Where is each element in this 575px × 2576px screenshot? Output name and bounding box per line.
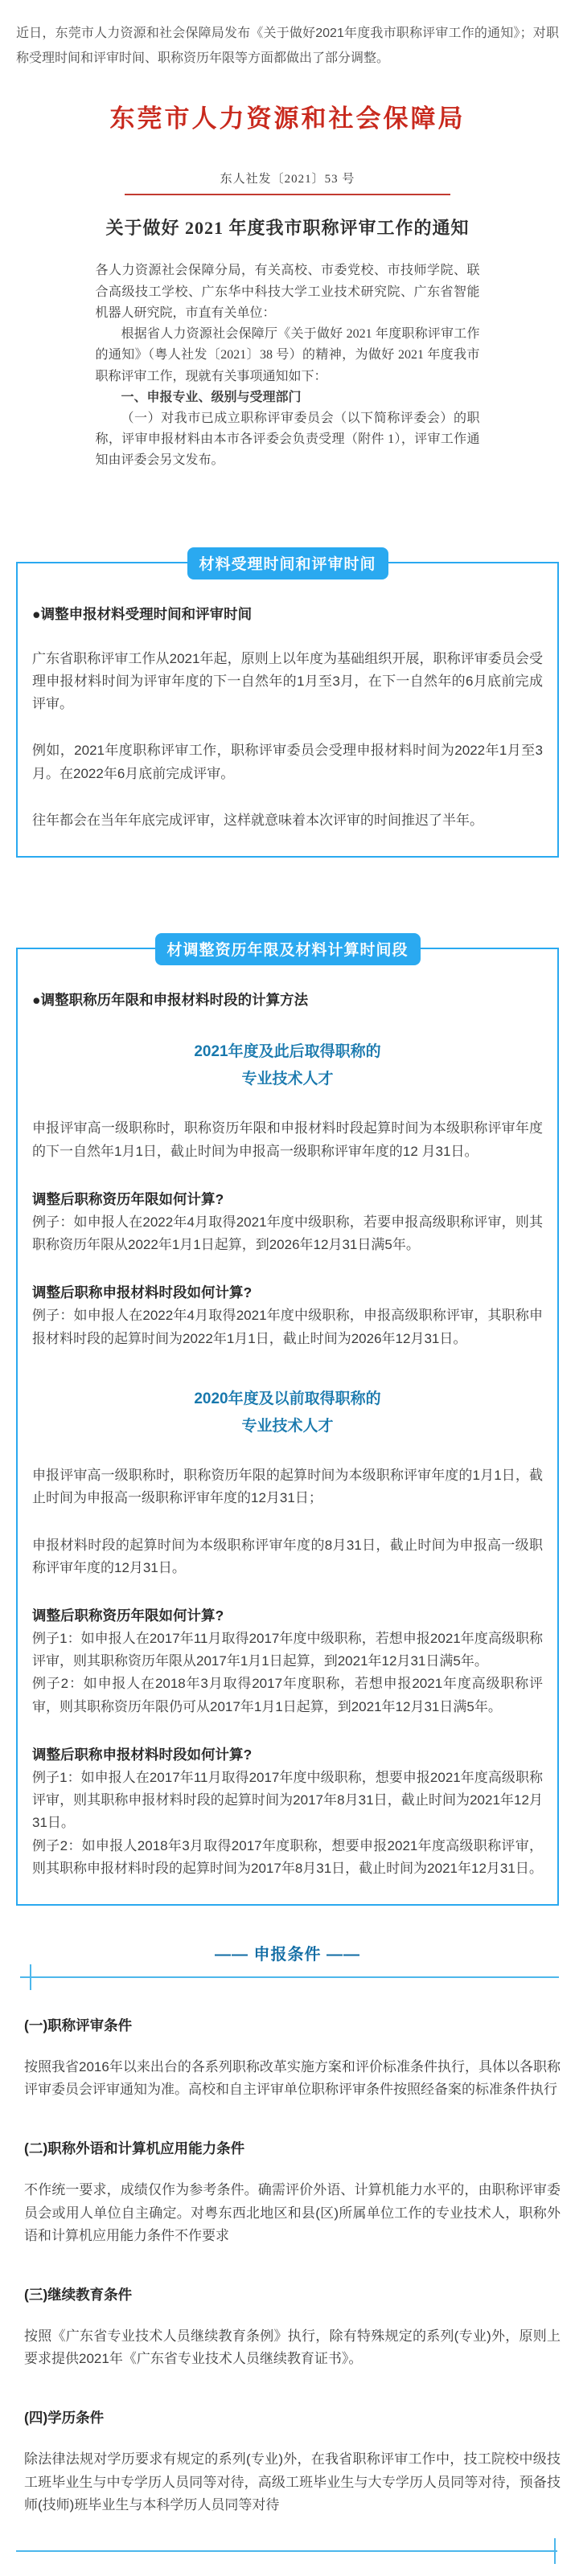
conditions-heading: —— 申报条件 —— (214, 1945, 361, 1964)
condition-title: (四)学历条件 (24, 2410, 105, 2427)
divider-bottom (16, 2550, 557, 2552)
doc-paragraph: （一）对我市已成立职称评审委员会（以下简称评委会）的职称，评审申报材料由本市各评委会负责受理（附件 1），评审工作通知由评委会另文发布。 (95, 412, 480, 468)
paragraph: 往年都会在当年年底完成评审，这样就意味着本次评审的时间推迟了半年。 (32, 812, 483, 828)
doc-number: 东人社发〔2021〕53 号 (220, 173, 355, 186)
paragraph: 广东省职称评审工作从2021年起，原则上以年度为基础组织开展，职称评审委员会受理申报材料时间为评审年度的下一自然年的1月至3月，在下一自然年的6月底前完成评审。 (32, 650, 543, 712)
subheading-2021 (32, 1038, 543, 1093)
section-conditions (0, 1941, 575, 2552)
qa-question: 调整后职称申报材料时段如何计算? (32, 1746, 253, 1763)
notice-title: 关于做好 2021 年度我市职称评审工作的通知 (105, 218, 470, 239)
divider-top (20, 1976, 559, 1978)
condition-title: (三)继续教育条件 (24, 2287, 133, 2304)
paragraph: 申报评审高一级职称时，职称资历年限的起算时间为本级职称评审年度的1月1日，截止时间为申报高一级职称评审年度的12月31日； (32, 1468, 543, 1506)
agency-title: 东莞市人力资源和社会保障局 (109, 104, 466, 133)
qa-answer: 例子1：如申报人在2017年11月取得2017年度中级职称，想要申报2021年度高级职称评审，则其职称申报材料时段的起算时间为2017年8月31日，截止时间为2021年12月31日。 (32, 1769, 543, 1831)
paragraph: 申报材料时段的起算时间为本级职称评审年度的8月31日，截止时间为申报高一级职称评审年度的12月31日。 (32, 1537, 543, 1575)
qa-question: 调整后职称申报材料时段如何计算? (32, 1284, 253, 1301)
qa-answer: 例子：如申报人在2022年4月取得2021年度中级职称，申报高级职称评审，其职称申报材料时段的起算时间为2022年1月1日，截止时间为2026年12月31日。 (32, 1308, 543, 1346)
qa-question: 调整后职称资历年限如何计算? (32, 1607, 224, 1624)
condition-body: 除法律法规对学历要求有规定的系列(专业)外，在我省职称评审工作中，技工院校中级技工班毕业生与中专学历人员同等对待，高级工班毕业生与大专学历人员同等对待，预备技师(技师)班毕业生与本科学历人员同等对待 (24, 2451, 561, 2513)
doc-body (96, 260, 480, 471)
condition-title: (一)职称评审条件 (24, 2017, 133, 2033)
qa-answer: 例子2：如申报人2018年3月取得2017年度职称，想要申报2021年度高级职称评审，则其职称申报材料时段的起算时间为2017年8月31日，截止时间为2021年12月31日。 (32, 1837, 543, 1876)
subheading-line: 2021年度及此后取得职称的 (194, 1043, 381, 1061)
subheading-line: 专业技术人才 (241, 1417, 334, 1435)
doc-paragraph: 根据省人力资源社会保障厅《关于做好 2021 年度职称评审工作的通知》（粤人社发〔2021〕38 号）的精神，为做好 2021 年度我市职称评审工作，现就有关事项通知如下： (95, 327, 480, 383)
condition-body: 按照我省2016年以来出台的各系列职称改革实施方案和评价标准条件执行，具体以各职称评审委员会评审通知为准。高校和自主评审单位职称评审条件按照经备案的标准条件执行 (24, 2058, 561, 2098)
subheading-line: 2020年度及以前取得职称的 (194, 1390, 381, 1407)
doc-paragraph: 一、申报专业、级别与受理部门 (121, 390, 302, 404)
doc-paragraph: 各人力资源社会保障分局，有关高校、市委党校、市技师学院、联合高级技工学校、广东华中科技大学工业技术研究院、广东省智能机器人研究院，市直有关单位： (95, 264, 480, 320)
paragraph: 例如，2021年度职称评审工作，职称评审委员会受理申报材料时间为2022年1月至3月。在2022年6月底前完成评审。 (32, 743, 543, 781)
qa-question: 调整后职称资历年限如何计算? (32, 1190, 224, 1207)
section-badge: 材调整资历年限及材料计算时间段 (154, 933, 420, 965)
panel-material-time (16, 555, 559, 858)
gov-doc (0, 98, 575, 471)
qa-answer: 例子1：如申报人在2017年11月取得2017年度中级职称，若想申报2021年度高级职称评审，则其职称资历年限从2017年1月1日起算，到2021年12月31日满5年。 (32, 1630, 543, 1669)
qa-answer: 例子：如申报人在2022年4月取得2021年度中级职称，若要申报高级职称评审，则其职称资历年限从2022年1月1日起算，到2026年12月31日满5年。 (32, 1214, 543, 1253)
paragraph: 申报评审高一级职称时，职称资历年限和申报材料时段起算时间为本级职称评审年度的下一自然年1月1日，截止时间为申报高一级职称评审年度的12 月31日。 (32, 1120, 543, 1159)
subheading-2020 (32, 1386, 543, 1440)
section-badge: 材料受理时间和评审时间 (187, 547, 388, 579)
condition-body: 按照《广东省专业技术人员继续教育条例》执行，除有特殊规定的系列(专业)外，原则上要求提供2021年《广东省专业技术人员继续教育证书》。 (24, 2328, 561, 2367)
bullet-heading: ●调整职称历年限和申报材料时段的计算方法 (32, 992, 309, 1009)
bullet-heading: ●调整申报材料受理时间和评审时间 (32, 605, 253, 622)
condition-title: (二)职称外语和计算机应用能力条件 (24, 2140, 245, 2157)
condition-body: 不作统一要求，成绩仅作为参考条件。确需评价外语、计算机能力水平的，由职称评审委员会或用人单位自主确定。对粤东西北地区和县(区)所属单位工作的专业技术人，职称外语和计算机应用能力条件不作要求 (24, 2182, 561, 2243)
panel-seniority-calc (16, 942, 559, 1906)
qa-answer: 例子2：如申报人在2018年3月取得2017年度职称，若想申报2021年度高级职称评审，则其职称资历年限仍可从2017年1月1日起算，到2021年12月31日满5年。 (32, 1676, 543, 1714)
intro-paragraph: 近日，东莞市人力资源和社会保障局发布《关于做好2021年度我市职称评审工作的通知》；对职称受理时间和评审时间、职称资历年限等方面都做出了部分调整。 (16, 27, 559, 66)
subheading-line: 专业技术人才 (241, 1071, 334, 1088)
red-divider (125, 194, 450, 195)
